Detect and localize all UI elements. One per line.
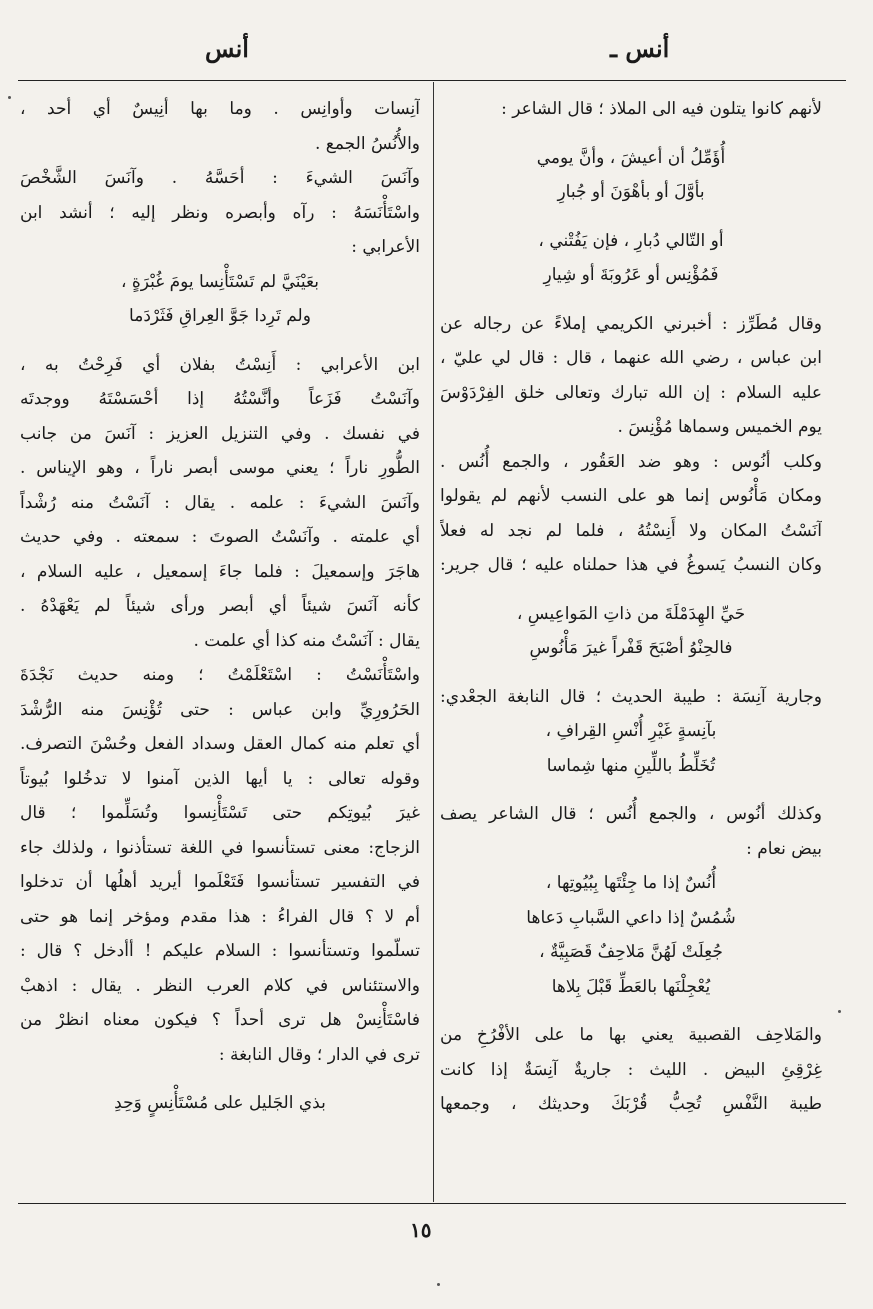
poem-verse-block [20, 1086, 420, 1121]
text-line: واسْتَأْنَسَهُ : رآه وأبصره ونظر إليه ؛ أنشد ابن [20, 202, 420, 223]
text-line: تسلّموا وتستأنسوا : السلام عليكم ! أأدخل ؟ قال : [20, 941, 420, 961]
text-line: في التفسير تستأنسوا فَتَعْلَموا أيريد أهلُها أن تدخلوا [20, 872, 420, 892]
column-divider [433, 82, 434, 1202]
verse-line: حَيِّ الهِدَمْلَةَ من ذاتِ المَواعِيسِ ، [516, 603, 746, 624]
text-line: ترى في الدار ؛ وقال النابغة : [218, 1044, 420, 1065]
header-rule [18, 80, 846, 81]
verse-line: أو التّالي دُبارِ ، فإن يَفُتْني ، [538, 230, 724, 251]
print-speck [437, 1283, 440, 1286]
verse-line: فالحِنْوُ أصْبَحَ قَفْراً غيرَ مَأْنُوسِ [529, 638, 733, 658]
text-line: فاسْتَأْنِسْ هل ترى أحداً ؟ فيكون معناه انظرْ من [20, 1010, 420, 1030]
print-speck [8, 96, 11, 99]
text-line: آنَسْتُ المكان ولا أَنِسْتُهُ ، فلما لم نجد له فعلاً [440, 520, 822, 541]
verse-line: بآنِسةٍ غَيْرِ أُنْسِ القِرافِ ، [545, 721, 717, 741]
text-line: يقال : آنَسْتُ منه كذا أي علمت . [193, 630, 420, 651]
text-line: غيرَ بُيوتِكم حتى تَسْتَأْنِسوا وتُسَلِّموا ؛ قال [20, 803, 420, 823]
text-line: ابن عباس ، رضي الله عنهما ، قال : قال لي عليّ ، [440, 348, 822, 368]
right-column [440, 92, 822, 1197]
text-line: واسْتَأْنَسْتُ : اسْتَعْلَمْتُ ؛ ومنه حديث نَجْدَةَ [20, 665, 420, 685]
verse-line: فَمُؤْنِس أو عَرُوبَةَ أو شِيارِ [543, 265, 719, 285]
text-line: في نفسك . وفي التنزيل العزيز : آنَسَ من جانب [20, 423, 420, 444]
text-line: وكلب أنُوس : وهو ضد العَقُور ، والجمع أُنُس . [440, 451, 822, 472]
text-line: وكان النسبُ يَسوغُ في هذا حملناه عليه ؛ قال جرير: [440, 555, 822, 575]
text-line: وجارية آنِسَة : طيبة الحديث ؛ قال النابغة الجعْدي: [440, 686, 822, 707]
text-line: الطُّورِ ناراً ؛ يعني موسى أبصر ناراً ، وهو الإيناس . [20, 458, 420, 478]
poem-verse-block [20, 265, 420, 334]
text-line: الزجاج: معنى تستأنسوا في اللغة تستأذنوا ، ولذلك جاء [20, 837, 420, 858]
poem-verse-block [440, 866, 822, 1004]
text-line: والمَلاحِف القصبية يعني بها ما على الأفْرُخِ من [440, 1025, 822, 1045]
text-line: لأنهم كانوا يتلون فيه الى الملاذ ؛ قال الشاعر : [501, 99, 822, 119]
verse-line: جُعِلَتْ لَهُنَّ مَلاحِفٌ قَصَبِيَّةٌ ، [539, 942, 723, 962]
text-line: والاستئناس في كلام العرب النظر . يقال : اذهبْ [20, 975, 420, 996]
verse-line: بذي الجَليل على مُسْتَأْنِسٍ وَحِدِ [114, 1093, 326, 1113]
text-line: الحَرُورِيِّ وابن عباس : حتى تُؤْنِسَ منه الرُّشْدَ [20, 699, 420, 720]
text-line: والأُنُسُ الجمع . [315, 133, 420, 154]
verse-line: أُنُسٌ إذا ما جِئْتَها بِبُيُوتِها ، [545, 873, 717, 893]
verse-line: بعَيْنَيَّ لم تَسْتَأْنِسا يومَ غُبْرَةٍ ، [121, 271, 319, 292]
text-line: الأعرابي : [351, 237, 420, 257]
text-line: يوم الخميس وسماها مُؤْنِسَ . [617, 417, 822, 437]
text-line: عليه السلام : إن الله تبارك وتعالى خلق الفِرْدَوْسَ [440, 382, 822, 403]
running-header-right: أنس ـ [610, 34, 670, 63]
text-line: ابن الأعرابي : أَنِسْتُ بفلان أي فَرِحْتُ به ، [20, 354, 420, 375]
text-line: هاجَرَ وإسمعيلَ : فلما جاءَ إسمعيل ، عليه السلام ، [20, 561, 420, 582]
page-number: ١٥ [410, 1218, 432, 1242]
poem-verse-block [440, 597, 822, 666]
left-column [20, 92, 420, 1197]
text-line: وكذلك أنُوس ، والجمع أُنُس ؛ قال الشاعر يصف [440, 804, 822, 824]
text-line: وقال مُطَرِّز : أخبرني الكريمي إملاءً عن رجاله عن [440, 313, 822, 334]
text-line: أم لا ؟ قال الفراءُ : هذا مقدم ومؤخر إنما هو حتى [20, 906, 420, 927]
text-line: طيبة النَّفْسِ تُحِبُّ قُرْبَكَ وحديثك ، وجمعها [440, 1094, 822, 1114]
footer-rule [18, 1203, 846, 1204]
text-line: كأنه آنَسَ شيئاً أي أبصر ورأى شيئاً لم يَعْهَدْهُ . [20, 596, 420, 616]
poem-verse-block [440, 141, 822, 293]
text-line: ومكان مَأْنُوس إنما هو على النسب لأنهم لم يقولوا [440, 486, 822, 506]
verse-line: بأوَّلَ أو بأهْوَنَ أو جُبارِ [557, 182, 705, 202]
poem-verse-block [440, 714, 822, 783]
text-line: آنِسات وأوانِس . وما بها أنِيسٌ أي أحد ، [20, 99, 420, 119]
verse-line: يُعْجِلْنَها بالعَطِّ قَبْلَ بِلاها [551, 976, 711, 997]
verse-line: أُؤَمِّلُ أن أعيشَ ، وأنَّ يومي [536, 147, 726, 168]
running-header-left: أنس [205, 34, 249, 63]
text-line: أي علمته . وآنَسْتُ الصوتَ : سمعته . وفي حديث [20, 527, 420, 547]
text-line: وقوله تعالى : يا أيها الذين آمنوا لا تدخُلوا بُيوتاً [20, 768, 420, 789]
text-line: أي تعلم منه كمال العقل وسداد الفعل وحُسْنَ التصرف. [20, 734, 420, 754]
text-line: وآنَسَ الشيءَ : أحَسَّهُ . وآنَسَ الشَّخْصَ [20, 168, 420, 188]
text-line: وآنَسْتُ فَزَعاً وأنَّسْتُهُ إذا أحْسَسْتَهُ ووجدتَه [20, 389, 420, 409]
verse-line: ولم تَرِدا جَوَّ العِراقِ فَثَرْدَما [129, 306, 311, 326]
text-line: وآنَسَ الشيءَ : علمه . يقال : آنَسْتُ منه رُشْداً [20, 492, 420, 513]
print-speck [838, 1010, 841, 1013]
text-line: غِرْقِئِ البيض . الليث : جاريةٌ آنِسَةٌ إذا كانت [440, 1059, 822, 1080]
verse-line: شُمُسٌ إذا داعي السَّبابِ دَعاها [526, 907, 736, 928]
text-line: بيض نعام : [746, 838, 822, 859]
verse-line: تُخَلِّطُ باللِّينِ منها شِماسا [546, 755, 716, 776]
